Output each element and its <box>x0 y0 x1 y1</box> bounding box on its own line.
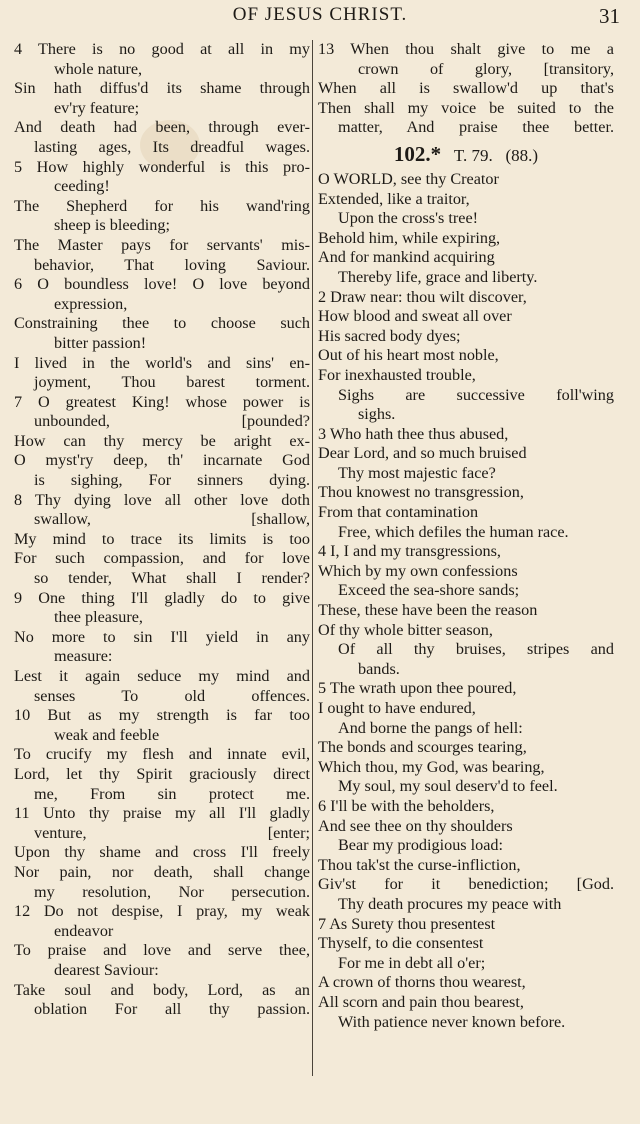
text-line: thee pleasure, <box>54 608 143 627</box>
text-line: 6 I'll be with the beholders, <box>318 796 495 815</box>
text-line: And see thee on thy shoulders <box>318 816 513 835</box>
text-line: To crucify my flesh and innate evil, <box>14 745 310 764</box>
text-line: 2 Draw near: thou wilt discover, <box>318 287 527 306</box>
text-line: For such compassion, and for love <box>14 549 310 568</box>
right-column-hymn <box>318 170 614 1032</box>
left-column <box>14 40 310 1020</box>
text-line: 5 How highly wonderful is this pro- <box>14 157 310 176</box>
text-line: How blood and sweat all over <box>318 307 512 326</box>
text-line: Thereby life, grace and liberty. <box>338 267 538 286</box>
text-line: unbounded, [pounded? <box>34 412 310 431</box>
text-line: behavior, That loving Saviour. <box>34 255 310 274</box>
text-line: expression, <box>54 294 128 313</box>
text-line: Sighs are successive foll'wing <box>338 385 614 404</box>
text-line: For inexhausted trouble, <box>318 365 476 384</box>
text-line: Upon the cross's tree! <box>338 209 479 228</box>
text-line: 7 As Surety thou presentest <box>318 914 496 933</box>
text-line: Exceed the sea-shore sands; <box>338 581 520 600</box>
text-line: Dear Lord, and so much bruised <box>318 444 527 463</box>
text-line: 9 One thing I'll gladly do to give <box>14 588 310 607</box>
text-line: 12 Do not despise, I pray, my weak <box>14 902 310 921</box>
text-line: 4 There is no good at all in my <box>14 40 310 58</box>
text-line: measure: <box>54 647 113 666</box>
text-line: Lord, let thy Spirit graciously direct <box>14 764 310 783</box>
text-line: And borne the pangs of hell: <box>338 718 523 737</box>
text-line: swallow, [shallow, <box>34 510 310 529</box>
text-line: Out of his heart most noble, <box>318 346 499 365</box>
page-header <box>0 2 640 32</box>
column-divider <box>312 40 313 1076</box>
text-line: Constraining thee to choose such <box>14 314 310 333</box>
text-line: me, From sin protect me. <box>34 784 310 803</box>
text-line: Sin hath diffus'd its shame through <box>14 79 310 98</box>
text-line: 13 When thou shalt give to me a <box>318 40 614 58</box>
text-line: bands. <box>358 659 400 678</box>
text-line: matter, And praise thee better. <box>338 118 614 137</box>
text-line: senses To old offences. <box>34 686 310 705</box>
text-line: sheep is bleeding; <box>54 216 170 235</box>
text-line: I lived in the world's and sins' en- <box>14 353 310 372</box>
text-line: When all is swallow'd up that's <box>318 79 614 98</box>
text-line: I ought to have endured, <box>318 699 476 717</box>
text-line: My soul, my soul deserv'd to feel. <box>338 777 558 796</box>
text-line: Bear my prodigious load: <box>338 836 503 855</box>
text-line: 6 O boundless love! O love beyond <box>14 275 310 294</box>
text-line: And death had been, through ever- <box>14 118 310 137</box>
text-line: Thy most majestic face? <box>338 463 496 482</box>
text-line: so tender, What shall I render? <box>34 569 310 588</box>
text-line: 10 But as my strength is far too <box>14 706 310 725</box>
text-line: 4 I, I and my transgressions, <box>318 542 501 561</box>
text-line: The Master pays for servants' mis- <box>14 235 310 254</box>
text-line: oblation For all thy passion. <box>34 1000 310 1019</box>
text-line: 8 Thy dying love all other love doth <box>14 490 310 509</box>
text-line: From that contamination <box>318 503 479 522</box>
text-line: Nor pain, nor death, shall change <box>14 862 310 881</box>
text-line: The Shepherd for his wand'ring <box>14 196 310 215</box>
text-line: joyment, Thou barest torment. <box>34 373 310 392</box>
text-line: Behold him, while expiring, <box>318 228 501 247</box>
text-line: The bonds and scourges tearing, <box>318 738 527 757</box>
text-line: ev'ry feature; <box>54 98 140 117</box>
text-line: A crown of thorns thou wearest, <box>318 973 526 992</box>
hymn-number: 102.* <box>393 141 442 166</box>
text-line: Free, which defiles the human race. <box>338 522 569 541</box>
running-head: OF JESUS CHRIST. <box>232 4 408 25</box>
text-line: weak and feeble <box>54 725 160 744</box>
text-line: Giv'st for it benediction; [God. <box>318 875 614 894</box>
text-line: bitter passion! <box>54 333 147 352</box>
hymn-alt-number: (88.) <box>505 145 539 165</box>
text-line: Lest it again seduce my mind and <box>14 667 310 685</box>
hymn-tune: T. 79. <box>453 145 493 165</box>
text-line: Thou knowest no transgression, <box>318 483 524 502</box>
text-line: O WORLD, see thy Creator <box>318 169 499 188</box>
text-line: Extended, like a traitor, <box>318 189 470 208</box>
text-line: Thy death procures my peace with <box>338 894 562 913</box>
text-line: Upon thy shame and cross I'll freely <box>14 843 310 862</box>
text-line: His sacred body dyes; <box>318 326 461 345</box>
text-line: Which by my own confessions <box>318 561 518 580</box>
text-line: is sighing, For sinners dying. <box>34 471 310 490</box>
text-line: My mind to trace its limits is too <box>14 529 310 548</box>
text-line: For me in debt all o'er; <box>338 953 486 972</box>
right-column <box>318 40 614 1032</box>
text-line: dearest Saviour: <box>54 960 159 979</box>
text-line: 5 The wrath upon thee poured, <box>318 679 517 698</box>
text-line: No more to sin I'll yield in any <box>14 627 310 646</box>
text-line: endeavor <box>54 921 114 940</box>
right-column-top <box>318 40 614 138</box>
text-line: Thou tak'st the curse-infliction, <box>318 855 521 874</box>
text-line: How can thy mercy be aright ex- <box>14 431 310 450</box>
text-line: Of thy whole bitter season, <box>318 620 493 639</box>
text-line: crown of glory, [transitory, <box>358 59 614 78</box>
text-line: sighs. <box>358 405 396 424</box>
text-line: ceeding! <box>54 177 110 196</box>
text-line: Of all thy bruises, stripes and <box>338 640 614 659</box>
text-line: 11 Unto thy praise my all I'll gladly <box>14 804 310 823</box>
text-line: O myst'ry deep, th' incarnate God <box>14 451 310 470</box>
text-line: Thyself, to die consentest <box>318 934 484 953</box>
text-line: whole nature, <box>54 59 143 78</box>
text-line: Take soul and body, Lord, as an <box>14 980 310 999</box>
text-line: All scorn and pain thou bearest, <box>318 992 524 1011</box>
text-line: venture, [enter; <box>34 823 310 842</box>
text-line: To praise and love and serve thee, <box>14 941 310 960</box>
text-line: Then shall my voice be suited to the <box>318 98 614 117</box>
text-line: 3 Who hath thee thus abused, <box>318 424 509 443</box>
text-line: With patience never known before. <box>338 1012 566 1031</box>
page-number: 31 <box>599 4 620 28</box>
text-line: my resolution, Nor persecution. <box>34 882 310 901</box>
hymn-heading <box>318 138 614 170</box>
text-line: lasting ages, Its dreadful wages. <box>34 137 310 156</box>
text-line: And for mankind acquiring <box>318 248 495 267</box>
text-line: 7 O greatest King! whose power is <box>14 392 310 411</box>
text-line: These, these have been the reason <box>318 601 538 620</box>
text-line: Which thou, my God, was bearing, <box>318 757 545 776</box>
